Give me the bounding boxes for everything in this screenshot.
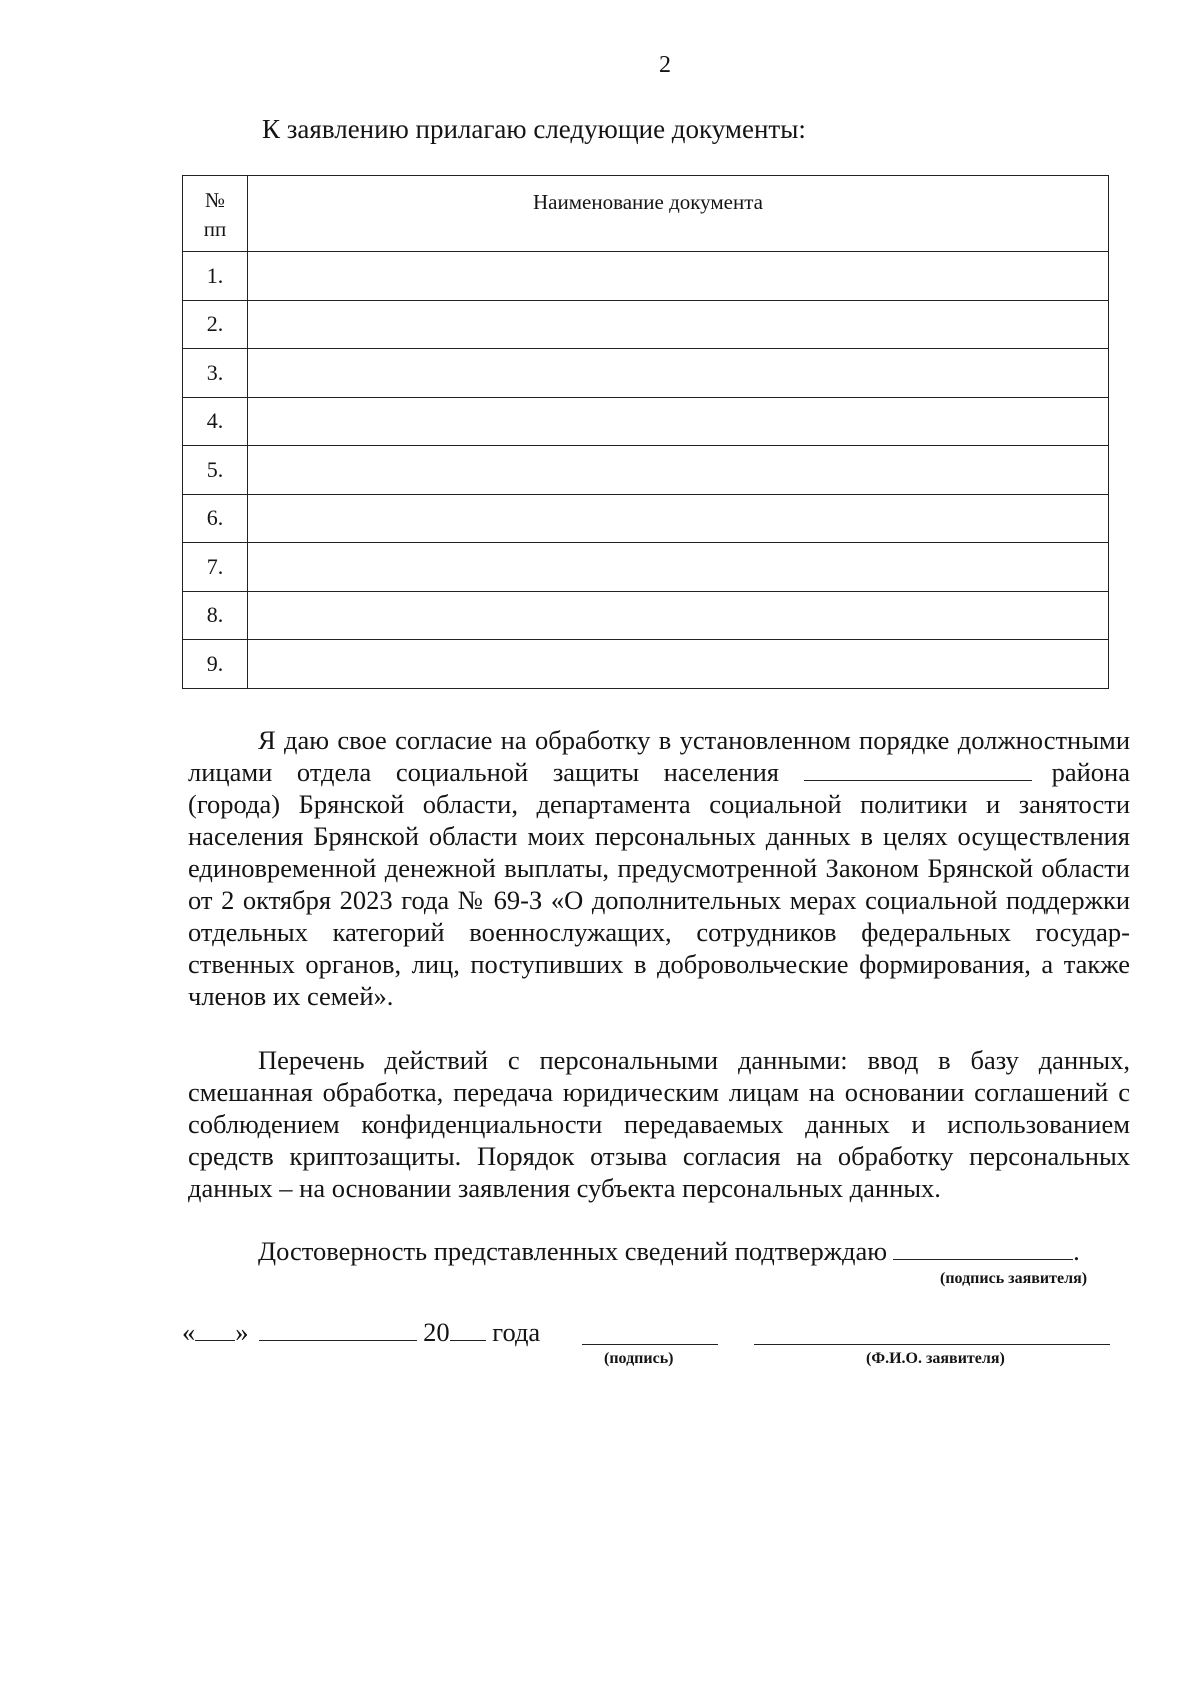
confirmation-text: Достоверность представленных сведений подтверждаю: [258, 1236, 888, 1266]
day-field[interactable]: [195, 1316, 235, 1341]
header-number-sign: №: [204, 188, 226, 212]
page-number: 2: [659, 52, 671, 78]
confirmation-period: .: [1073, 1236, 1080, 1266]
attachments-heading: К заявлению прилагаю следующие документы:: [262, 114, 806, 144]
table-row: [183, 591, 1109, 640]
year-suffix: года: [492, 1317, 541, 1347]
table-row: [183, 397, 1109, 446]
table-row: [183, 446, 1109, 495]
district-blank-field[interactable]: [804, 758, 1032, 781]
header-number-cell: [183, 176, 248, 252]
actions-paragraph: Перечень действий с персональными данными: ввод в базу данных, смешанная обработка, передача юридическим лицам на основании соглашений с соблюдением конфиденциальности передаваемых данных и использованием средств криптозащиты. Порядок отзыва согласия на обработку персональных данных – на основании заявления субъекта персональных данных.: [188, 1045, 1130, 1203]
table-row: [183, 543, 1109, 592]
table-row: [183, 494, 1109, 543]
row-number: 6.: [183, 494, 248, 543]
consent-paragraph: [188, 724, 1130, 1012]
row-document-name-cell[interactable]: [248, 252, 1109, 301]
table-row: [183, 300, 1109, 349]
fio-field[interactable]: [754, 1344, 1110, 1345]
row-number: 4.: [183, 397, 248, 446]
month-field[interactable]: [259, 1316, 417, 1341]
row-number: 7.: [183, 543, 248, 592]
row-document-name-cell[interactable]: [248, 397, 1109, 446]
row-number: 8.: [183, 591, 248, 640]
row-number: 5.: [183, 446, 248, 495]
row-number: 2.: [183, 300, 248, 349]
date-line: [182, 1316, 540, 1348]
date-close-quote: »: [235, 1317, 249, 1347]
row-number: 1.: [183, 252, 248, 301]
row-document-name-cell[interactable]: [248, 543, 1109, 592]
table-header-row: [183, 176, 1109, 252]
year-field[interactable]: [450, 1316, 486, 1341]
documents-table: [182, 175, 1109, 689]
year-prefix: 20: [423, 1317, 450, 1347]
row-document-name-cell[interactable]: [248, 300, 1109, 349]
table-row: [183, 252, 1109, 301]
applicant-signature-caption: (подпись заявителя): [940, 1270, 1088, 1287]
row-document-name-cell[interactable]: [248, 446, 1109, 495]
applicant-signature-field[interactable]: [893, 1235, 1073, 1260]
consent-text-part2: района (города) Брянской области, департамента социальной политики и занятости населения Брянской области моих персональных данных в целях осуществления единовременной денежной выплаты, предусмотренной Законом Брянской области от 2 октября 2023 года № 69-З «О дополнительных мерах социальной поддержки отдельных категорий военнослужащих, сотрудников федеральных государственных органов, лиц, поступивших в добровольческие формирования, а также членов их семей».: [188, 757, 1130, 1011]
date-open-quote: «: [182, 1317, 196, 1347]
row-number: 9.: [183, 640, 248, 689]
table-row: [183, 640, 1109, 689]
row-document-name-cell[interactable]: [248, 349, 1109, 398]
row-document-name-cell[interactable]: [248, 640, 1109, 689]
consent-text-part1: Я даю свое согласие на обработку в установленном порядке должностными лицами отдела социальной защиты населения: [188, 725, 1130, 787]
signature-field[interactable]: [582, 1344, 718, 1345]
fio-caption: (Ф.И.О. заявителя): [866, 1350, 1005, 1367]
header-number-abbr: пп: [203, 217, 227, 241]
row-number: 3.: [183, 349, 248, 398]
header-document-name: Наименование документа: [248, 176, 1109, 252]
confirmation-line: [258, 1235, 1080, 1267]
row-document-name-cell[interactable]: [248, 494, 1109, 543]
signature-caption: (подпись): [604, 1350, 674, 1367]
row-document-name-cell[interactable]: [248, 591, 1109, 640]
table-row: [183, 349, 1109, 398]
